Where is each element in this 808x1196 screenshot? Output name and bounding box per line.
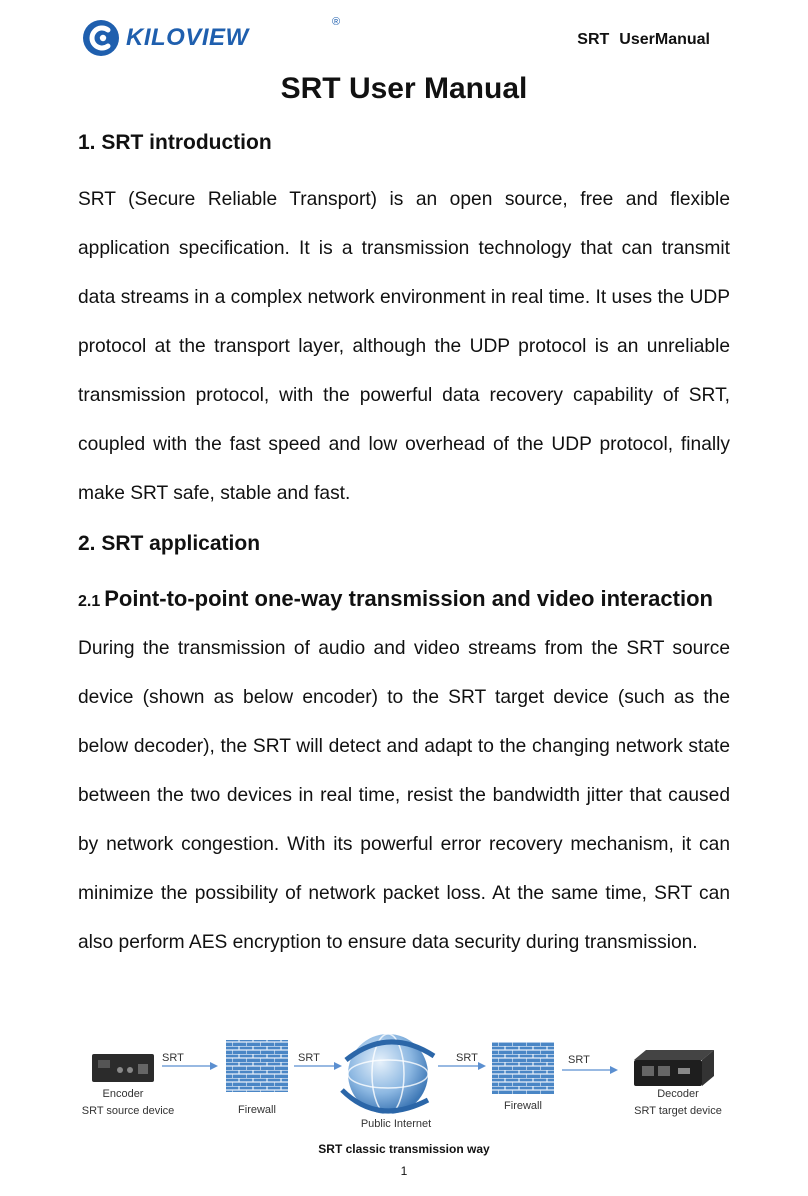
arrow-label-3: SRT (456, 1052, 478, 1064)
srt-transmission-diagram (78, 1030, 738, 1130)
page-header (0, 0, 808, 70)
encoder-device-icon (92, 1054, 154, 1082)
encoder-sublabel: SRT source device (81, 1105, 175, 1117)
firewall-1-icon (226, 1040, 288, 1092)
subsection-2-1-heading (78, 586, 713, 612)
registered-mark: ® (332, 16, 341, 28)
firewall-2-icon (492, 1042, 554, 1094)
doc-label-manual: UserManual (619, 31, 710, 48)
firewall-2-label: Firewall (504, 1100, 542, 1112)
section-2-heading: 2. SRT application (78, 532, 261, 555)
page-number: 1 (400, 1164, 408, 1178)
arrow-label-1: SRT (162, 1052, 184, 1064)
decoder-device-icon (634, 1050, 714, 1086)
logo-text: KILOVIEW (126, 24, 249, 51)
firewall-1-label: Firewall (238, 1104, 276, 1116)
page-title: SRT User Manual (280, 72, 528, 105)
kiloview-logo-icon (82, 19, 120, 57)
doc-label (577, 31, 710, 49)
section-1-paragraph: SRT (Secure Reliable Transport) is an open source, free and flexible application specification. It is a transmission technology that can transmit data streams in a complex network environment in real time. It uses the UDP protocol at the transport layer, although the UDP protocol is an unreliable transmission protocol, with the powerful data recovery capability of SRT, coupled with the fast speed and low overhead of the UDP protocol, finally make SRT safe, stable and fast. (78, 189, 730, 504)
section-2-paragraph: During the transmission of audio and video streams from the SRT source device (shown as below encoder) to the SRT target device (such as the below decoder), the SRT will detect and adapt to the changing network state between the two devices in real time, resist the bandwidth jitter that caused by network congestion. With its powerful error recovery mechanism, it can minimize the possibility of network packet loss. At the same time, SRT can also perform AES encryption to ensure data security during transmission. (78, 638, 730, 953)
subsection-number: 2.1 (78, 593, 101, 610)
doc-label-srt: SRT (577, 31, 610, 48)
decoder-sublabel: SRT target device (634, 1105, 722, 1117)
kiloview-logo (82, 16, 341, 58)
arrow-label-2: SRT (298, 1052, 320, 1064)
section-1-heading: 1. SRT introduction (78, 131, 272, 154)
public-internet-label: Public Internet (360, 1118, 432, 1130)
subsection-title: Point-to-point one-way transmission and video interaction (104, 586, 713, 611)
public-internet-globe-icon (342, 1034, 434, 1114)
arrow-label-4: SRT (568, 1054, 590, 1066)
decoder-label: Decoder (657, 1088, 699, 1100)
figure-caption: SRT classic transmission way (318, 1142, 490, 1156)
encoder-label: Encoder (102, 1088, 144, 1100)
srt-arrow-4 (562, 1066, 618, 1074)
